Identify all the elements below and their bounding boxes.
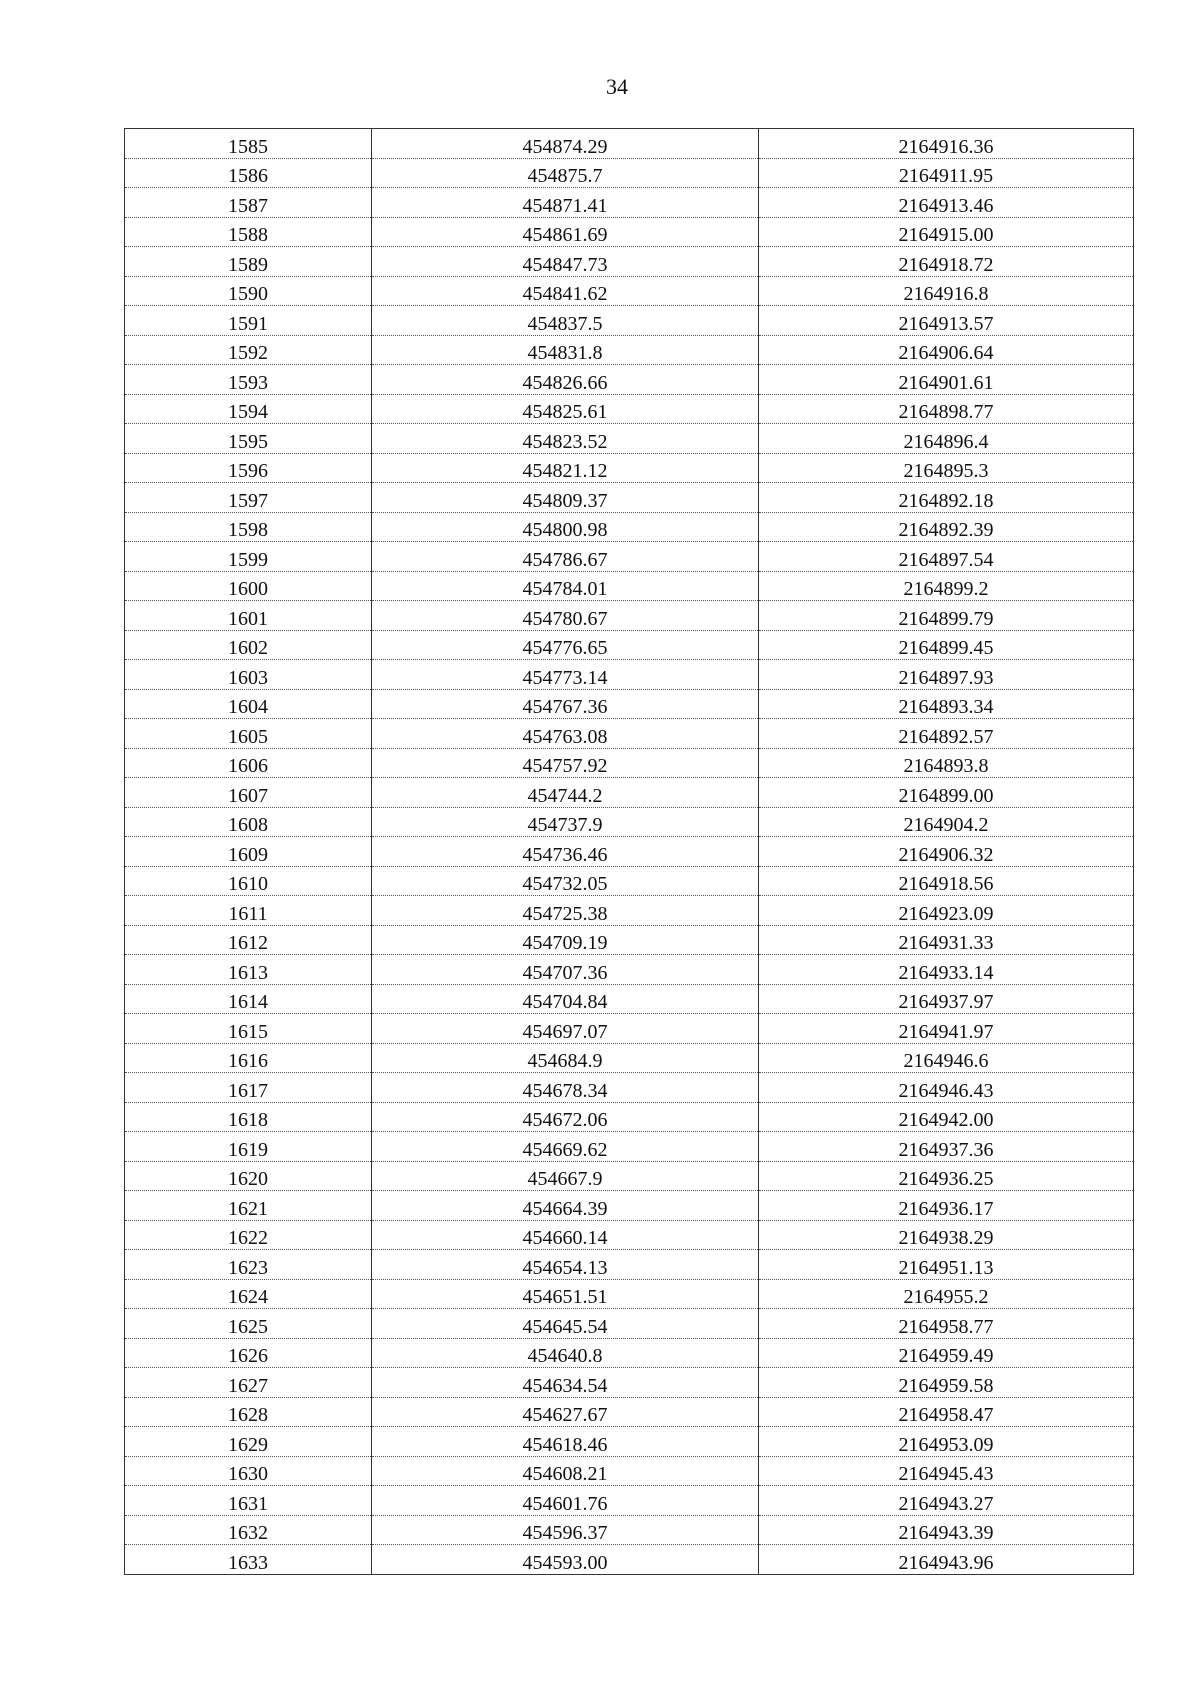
- point-number-cell: 1588: [125, 217, 372, 247]
- table-row: [125, 896, 1134, 926]
- point-number-cell: 1599: [125, 542, 372, 572]
- table-row: [125, 984, 1134, 1014]
- x-coordinate-cell: 454645.54: [372, 1309, 759, 1339]
- y-coordinate-cell: 2164936.25: [759, 1161, 1134, 1191]
- y-coordinate-cell: 2164941.97: [759, 1014, 1134, 1044]
- point-number-cell: 1603: [125, 660, 372, 690]
- point-number-cell: 1595: [125, 424, 372, 454]
- table-row: [125, 660, 1134, 690]
- table-row: [125, 1220, 1134, 1250]
- y-coordinate-cell: 2164945.43: [759, 1456, 1134, 1486]
- table-row: [125, 483, 1134, 513]
- point-number-cell: 1611: [125, 896, 372, 926]
- point-number-cell: 1605: [125, 719, 372, 749]
- y-coordinate-cell: 2164913.46: [759, 188, 1134, 218]
- x-coordinate-cell: 454634.54: [372, 1368, 759, 1398]
- x-coordinate-cell: 454672.06: [372, 1102, 759, 1132]
- table-row: [125, 778, 1134, 808]
- y-coordinate-cell: 2164959.49: [759, 1338, 1134, 1368]
- table-row: [125, 1279, 1134, 1309]
- point-number-cell: 1629: [125, 1427, 372, 1457]
- y-coordinate-cell: 2164938.29: [759, 1220, 1134, 1250]
- x-coordinate-cell: 454841.62: [372, 276, 759, 306]
- x-coordinate-cell: 454800.98: [372, 512, 759, 542]
- point-number-cell: 1621: [125, 1191, 372, 1221]
- table-row: [125, 512, 1134, 542]
- y-coordinate-cell: 2164911.95: [759, 158, 1134, 188]
- y-coordinate-cell: 2164895.3: [759, 453, 1134, 483]
- table-row: [125, 1515, 1134, 1545]
- table-row: [125, 247, 1134, 277]
- y-coordinate-cell: 2164898.77: [759, 394, 1134, 424]
- x-coordinate-cell: 454809.37: [372, 483, 759, 513]
- y-coordinate-cell: 2164943.96: [759, 1545, 1134, 1575]
- point-number-cell: 1590: [125, 276, 372, 306]
- x-coordinate-cell: 454707.36: [372, 955, 759, 985]
- x-coordinate-cell: 454784.01: [372, 571, 759, 601]
- point-number-cell: 1594: [125, 394, 372, 424]
- y-coordinate-cell: 2164896.4: [759, 424, 1134, 454]
- point-number-cell: 1613: [125, 955, 372, 985]
- y-coordinate-cell: 2164942.00: [759, 1102, 1134, 1132]
- x-coordinate-cell: 454736.46: [372, 837, 759, 867]
- table-row: [125, 129, 1134, 159]
- y-coordinate-cell: 2164916.8: [759, 276, 1134, 306]
- x-coordinate-cell: 454669.62: [372, 1132, 759, 1162]
- point-number-cell: 1614: [125, 984, 372, 1014]
- x-coordinate-cell: 454697.07: [372, 1014, 759, 1044]
- y-coordinate-cell: 2164958.77: [759, 1309, 1134, 1339]
- table-row: [125, 1368, 1134, 1398]
- table-row: [125, 424, 1134, 454]
- table-row: [125, 1486, 1134, 1516]
- x-coordinate-cell: 454847.73: [372, 247, 759, 277]
- x-coordinate-cell: 454825.61: [372, 394, 759, 424]
- point-number-cell: 1586: [125, 158, 372, 188]
- table-row: [125, 925, 1134, 955]
- y-coordinate-cell: 2164931.33: [759, 925, 1134, 955]
- table-row: [125, 276, 1134, 306]
- table-row: [125, 1545, 1134, 1575]
- point-number-cell: 1616: [125, 1043, 372, 1073]
- x-coordinate-cell: 454831.8: [372, 335, 759, 365]
- y-coordinate-cell: 2164901.61: [759, 365, 1134, 395]
- x-coordinate-cell: 454837.5: [372, 306, 759, 336]
- y-coordinate-cell: 2164937.97: [759, 984, 1134, 1014]
- x-coordinate-cell: 454780.67: [372, 601, 759, 631]
- point-number-cell: 1602: [125, 630, 372, 660]
- point-number-cell: 1593: [125, 365, 372, 395]
- table-row: [125, 601, 1134, 631]
- x-coordinate-cell: 454608.21: [372, 1456, 759, 1486]
- point-number-cell: 1615: [125, 1014, 372, 1044]
- x-coordinate-cell: 454737.9: [372, 807, 759, 837]
- table-row: [125, 1397, 1134, 1427]
- x-coordinate-cell: 454684.9: [372, 1043, 759, 1073]
- x-coordinate-cell: 454709.19: [372, 925, 759, 955]
- y-coordinate-cell: 2164933.14: [759, 955, 1134, 985]
- table-row: [125, 630, 1134, 660]
- y-coordinate-cell: 2164913.57: [759, 306, 1134, 336]
- page-number: 34: [606, 74, 628, 99]
- point-number-cell: 1623: [125, 1250, 372, 1280]
- y-coordinate-cell: 2164906.64: [759, 335, 1134, 365]
- table-row: [125, 1073, 1134, 1103]
- y-coordinate-cell: 2164893.8: [759, 748, 1134, 778]
- table-row: [125, 1161, 1134, 1191]
- point-number-cell: 1618: [125, 1102, 372, 1132]
- point-number-cell: 1601: [125, 601, 372, 631]
- x-coordinate-cell: 454823.52: [372, 424, 759, 454]
- point-number-cell: 1633: [125, 1545, 372, 1575]
- point-number-cell: 1627: [125, 1368, 372, 1398]
- x-coordinate-cell: 454874.29: [372, 129, 759, 159]
- table-row: [125, 1191, 1134, 1221]
- point-number-cell: 1604: [125, 689, 372, 719]
- x-coordinate-cell: 454704.84: [372, 984, 759, 1014]
- table-row: [125, 748, 1134, 778]
- table-row: [125, 306, 1134, 336]
- y-coordinate-cell: 2164918.72: [759, 247, 1134, 277]
- y-coordinate-cell: 2164899.00: [759, 778, 1134, 808]
- point-number-cell: 1608: [125, 807, 372, 837]
- y-coordinate-cell: 2164958.47: [759, 1397, 1134, 1427]
- y-coordinate-cell: 2164953.09: [759, 1427, 1134, 1457]
- point-number-cell: 1617: [125, 1073, 372, 1103]
- x-coordinate-cell: 454651.51: [372, 1279, 759, 1309]
- point-number-cell: 1624: [125, 1279, 372, 1309]
- table-row: [125, 1250, 1134, 1280]
- y-coordinate-cell: 2164955.2: [759, 1279, 1134, 1309]
- table-row: [125, 1132, 1134, 1162]
- point-number-cell: 1631: [125, 1486, 372, 1516]
- x-coordinate-cell: 454725.38: [372, 896, 759, 926]
- y-coordinate-cell: 2164915.00: [759, 217, 1134, 247]
- x-coordinate-cell: 454786.67: [372, 542, 759, 572]
- y-coordinate-cell: 2164951.13: [759, 1250, 1134, 1280]
- x-coordinate-cell: 454593.00: [372, 1545, 759, 1575]
- x-coordinate-cell: 454773.14: [372, 660, 759, 690]
- table-row: [125, 365, 1134, 395]
- point-number-cell: 1606: [125, 748, 372, 778]
- table-row: [125, 1309, 1134, 1339]
- y-coordinate-cell: 2164916.36: [759, 129, 1134, 159]
- y-coordinate-cell: 2164893.34: [759, 689, 1134, 719]
- x-coordinate-cell: 454667.9: [372, 1161, 759, 1191]
- point-number-cell: 1597: [125, 483, 372, 513]
- table-row: [125, 1102, 1134, 1132]
- y-coordinate-cell: 2164959.58: [759, 1368, 1134, 1398]
- point-number-cell: 1591: [125, 306, 372, 336]
- y-coordinate-cell: 2164899.45: [759, 630, 1134, 660]
- point-number-cell: 1619: [125, 1132, 372, 1162]
- point-number-cell: 1625: [125, 1309, 372, 1339]
- point-number-cell: 1589: [125, 247, 372, 277]
- point-number-cell: 1610: [125, 866, 372, 896]
- table-row: [125, 1014, 1134, 1044]
- point-number-cell: 1598: [125, 512, 372, 542]
- y-coordinate-cell: 2164936.17: [759, 1191, 1134, 1221]
- x-coordinate-cell: 454871.41: [372, 188, 759, 218]
- table-row: [125, 866, 1134, 896]
- table-row: [125, 689, 1134, 719]
- x-coordinate-cell: 454861.69: [372, 217, 759, 247]
- point-number-cell: 1626: [125, 1338, 372, 1368]
- x-coordinate-cell: 454660.14: [372, 1220, 759, 1250]
- point-number-cell: 1632: [125, 1515, 372, 1545]
- point-number-cell: 1622: [125, 1220, 372, 1250]
- table-row: [125, 1338, 1134, 1368]
- x-coordinate-cell: 454744.2: [372, 778, 759, 808]
- y-coordinate-cell: 2164892.57: [759, 719, 1134, 749]
- table-row: [125, 571, 1134, 601]
- x-coordinate-cell: 454821.12: [372, 453, 759, 483]
- y-coordinate-cell: 2164904.2: [759, 807, 1134, 837]
- y-coordinate-cell: 2164897.93: [759, 660, 1134, 690]
- y-coordinate-cell: 2164899.2: [759, 571, 1134, 601]
- y-coordinate-cell: 2164892.39: [759, 512, 1134, 542]
- point-number-cell: 1600: [125, 571, 372, 601]
- x-coordinate-cell: 454596.37: [372, 1515, 759, 1545]
- point-number-cell: 1620: [125, 1161, 372, 1191]
- x-coordinate-cell: 454767.36: [372, 689, 759, 719]
- coordinates-table: [124, 128, 1134, 1575]
- x-coordinate-cell: 454757.92: [372, 748, 759, 778]
- x-coordinate-cell: 454826.66: [372, 365, 759, 395]
- y-coordinate-cell: 2164937.36: [759, 1132, 1134, 1162]
- y-coordinate-cell: 2164946.6: [759, 1043, 1134, 1073]
- x-coordinate-cell: 454732.05: [372, 866, 759, 896]
- x-coordinate-cell: 454664.39: [372, 1191, 759, 1221]
- y-coordinate-cell: 2164918.56: [759, 866, 1134, 896]
- table-row: [125, 807, 1134, 837]
- point-number-cell: 1609: [125, 837, 372, 867]
- y-coordinate-cell: 2164906.32: [759, 837, 1134, 867]
- point-number-cell: 1628: [125, 1397, 372, 1427]
- y-coordinate-cell: 2164899.79: [759, 601, 1134, 631]
- table-row: [125, 158, 1134, 188]
- y-coordinate-cell: 2164943.39: [759, 1515, 1134, 1545]
- point-number-cell: 1596: [125, 453, 372, 483]
- x-coordinate-cell: 454875.7: [372, 158, 759, 188]
- y-coordinate-cell: 2164897.54: [759, 542, 1134, 572]
- point-number-cell: 1587: [125, 188, 372, 218]
- x-coordinate-cell: 454654.13: [372, 1250, 759, 1280]
- coordinates-table-body: [125, 129, 1134, 1575]
- x-coordinate-cell: 454601.76: [372, 1486, 759, 1516]
- y-coordinate-cell: 2164946.43: [759, 1073, 1134, 1103]
- table-row: [125, 335, 1134, 365]
- y-coordinate-cell: 2164923.09: [759, 896, 1134, 926]
- table-row: [125, 1043, 1134, 1073]
- point-number-cell: 1592: [125, 335, 372, 365]
- x-coordinate-cell: 454640.8: [372, 1338, 759, 1368]
- table-row: [125, 1456, 1134, 1486]
- point-number-cell: 1612: [125, 925, 372, 955]
- table-row: [125, 542, 1134, 572]
- x-coordinate-cell: 454678.34: [372, 1073, 759, 1103]
- point-number-cell: 1607: [125, 778, 372, 808]
- table-row: [125, 1427, 1134, 1457]
- x-coordinate-cell: 454776.65: [372, 630, 759, 660]
- x-coordinate-cell: 454618.46: [372, 1427, 759, 1457]
- y-coordinate-cell: 2164943.27: [759, 1486, 1134, 1516]
- table-row: [125, 955, 1134, 985]
- point-number-cell: 1585: [125, 129, 372, 159]
- table-row: [125, 837, 1134, 867]
- point-number-cell: 1630: [125, 1456, 372, 1486]
- table-row: [125, 453, 1134, 483]
- x-coordinate-cell: 454763.08: [372, 719, 759, 749]
- table-row: [125, 719, 1134, 749]
- table-row: [125, 394, 1134, 424]
- table-row: [125, 188, 1134, 218]
- y-coordinate-cell: 2164892.18: [759, 483, 1134, 513]
- x-coordinate-cell: 454627.67: [372, 1397, 759, 1427]
- table-row: [125, 217, 1134, 247]
